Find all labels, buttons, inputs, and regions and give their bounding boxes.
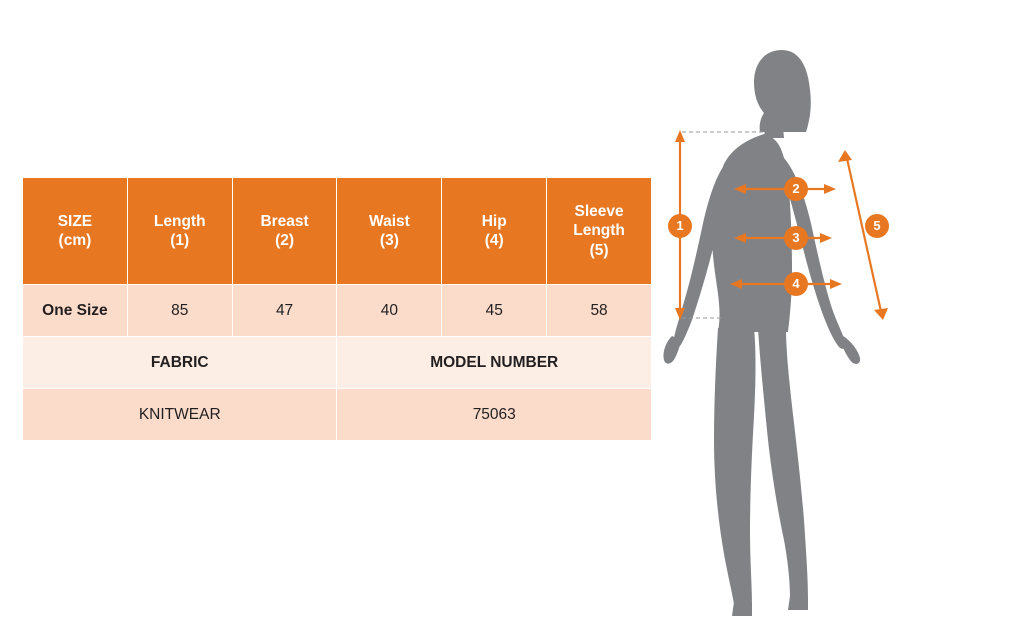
model-number-value: 75063 (337, 389, 652, 441)
table-row (23, 285, 652, 337)
fabric-label: FABRIC (23, 337, 337, 389)
table-header-size (23, 178, 128, 285)
table-header-waist-line1: Waist (369, 212, 410, 230)
female-body-silhouette (663, 50, 860, 616)
arrow-waist-head-right (820, 233, 832, 243)
table-header-sleeve-line1: Sleeve (574, 202, 624, 220)
table-info-header-row (23, 337, 652, 389)
badge-sleeve-length: 5 (865, 214, 889, 238)
table-header-waist-line2: (3) (379, 232, 399, 249)
table-header-length (127, 178, 232, 285)
table-header-row (23, 178, 652, 285)
arrow-breast-head-right (824, 184, 836, 194)
body-silhouette-diagram (660, 20, 1000, 630)
measurement-figure (660, 20, 1000, 630)
table-header-breast-line2: (2) (275, 232, 295, 249)
table-header-length-line1: Length (153, 212, 206, 230)
table-header-hip-line2: (4) (484, 232, 504, 249)
size-chart-table (22, 177, 652, 441)
table-header-sleeve-line3: (5) (589, 241, 609, 259)
cell-breast: 47 (232, 285, 337, 337)
badge-length: 1 (668, 214, 692, 238)
table-header-breast-line1: Breast (260, 212, 309, 230)
table-header-length-line2: (1) (170, 232, 190, 249)
arrow-sleeve-head-top (838, 150, 852, 162)
cell-waist: 40 (337, 285, 442, 337)
arrow-hip-head-right (830, 279, 842, 289)
model-number-label: MODEL NUMBER (337, 337, 652, 389)
cell-sleeve-length: 58 (547, 285, 652, 337)
cell-size: One Size (23, 285, 128, 337)
table-header-sleeve-line2: Length (573, 222, 625, 240)
fabric-value: KNITWEAR (23, 389, 337, 441)
table-header-size-line1: SIZE (57, 212, 93, 230)
cell-hip: 45 (442, 285, 547, 337)
table-header-size-line2: (cm) (58, 232, 92, 249)
table-header-hip-line1: Hip (481, 212, 507, 230)
table-header-waist (337, 178, 442, 285)
table-header-breast (232, 178, 337, 285)
table-header-hip (442, 178, 547, 285)
badge-breast: 2 (784, 177, 808, 201)
arrow-sleeve-head-bottom (874, 308, 888, 320)
badge-waist: 3 (784, 226, 808, 250)
table-header-sleeve-length (547, 178, 652, 285)
table-info-value-row (23, 389, 652, 441)
cell-length: 85 (127, 285, 232, 337)
badge-hip: 4 (784, 272, 808, 296)
